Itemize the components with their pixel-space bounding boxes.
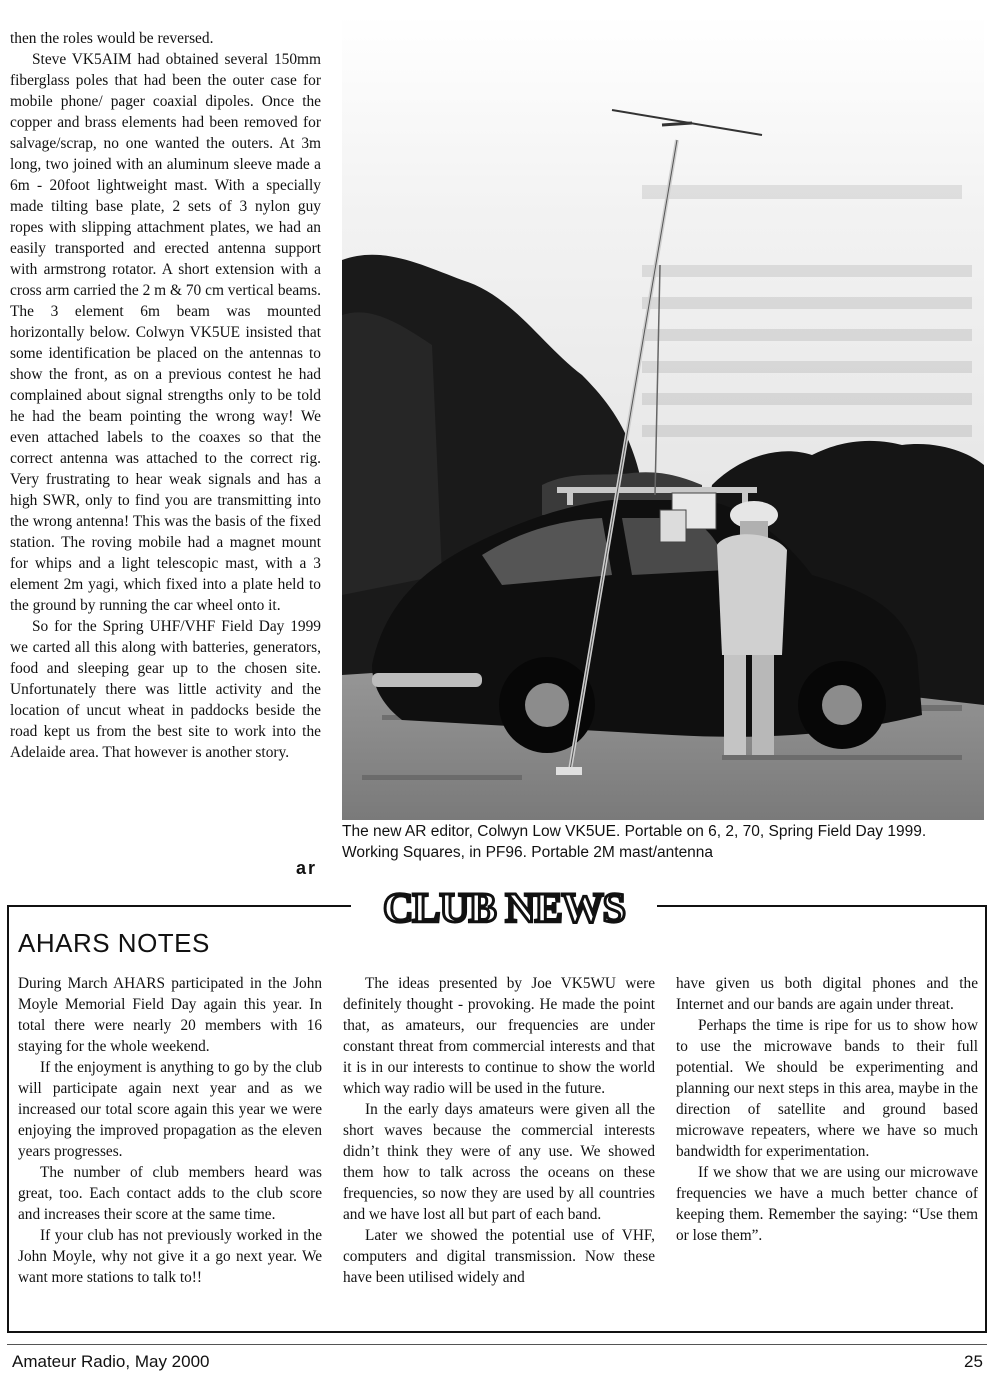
club-paragraph: The ideas presented by Joe VK5WU were definitely thought - provoking. He made the point that, as amateurs, our frequencies are under constant threat from commercial interests and that it is in our interests to continue to show the world which way radio will be used in the future. xyxy=(343,975,655,1097)
footer-divider xyxy=(7,1344,987,1345)
club-paragraph: Perhaps the time is ripe for us to show how to use the microwave bands to their full potential. We should be experimenting and planning our next steps in this area, maybe in the direction of satellite and ground based microwave repeaters, where we have so much bandwidth for experimentation. xyxy=(676,1017,978,1160)
club-paragraph: Later we showed the potential use of VHF, computers and digital transmission. Now these have been utilised widely and xyxy=(343,1227,655,1286)
club-paragraph: If the enjoyment is anything to go by the club will participate again next year and as we increased our total score again this year we were enjoying the improved propagation as the eleven years progresses. xyxy=(18,1059,322,1160)
article-paragraph: Steve VK5AIM had obtained several 150mm fiberglass poles that had been the outer case for mobile phone/ pager coaxial dipoles. Once the copper and brass elements had been removed for salvage/scrap, no one wanted the outers. At 3m long, two joined with an aluminum sleeve made a 6m - 20foot lightweight mast. With a specially made tilting base plate, 2 sets of 3 nylon guy ropes with slipping attachment plates, we had an easily transported and erected antenna support with armstrong rotator. A short extension with a cross arm carried the 2 m & 70 cm vertical beams. The 3 element 6m beam was mounted horizontally below. Colwyn VK5UE insisted that some identification be placed on the antennas to show the front, as on a previous contest he had complained about signal strengths only to be told he had the beam pointing the wrong way! We even attached labels to the coaxes so that the correct antenna was attached to the correct rig. Very frustrating to hear weak signals and has a high SWR, only to find you are transmitting into the wrong antenna! This was the basis of the fixed station. The roving mobile had a magnet mount for whips and a light telescopic mast, with a 3 element 2m yagi, which fixed into a plate held to the ground by running the car wheel onto it. xyxy=(10,51,321,614)
club-paragraph: have given us both digital phones and the Internet and our bands are again under threat. xyxy=(676,975,978,1013)
field-day-photo xyxy=(342,15,984,820)
article-paragraph: then the roles would be reversed. xyxy=(10,30,214,47)
club-news-column-3 xyxy=(676,973,978,1246)
section-title: AHARS NOTES xyxy=(18,928,210,958)
club-news-banner xyxy=(351,883,657,933)
club-paragraph: The number of club members heard was great, too. Each contact adds to the club score and increases their score at the same time. xyxy=(18,1164,322,1223)
article-column xyxy=(10,28,321,763)
photo-caption: The new AR editor, Colwyn Low VK5UE. Portable on 6, 2, 70, Spring Field Day 1999. Working Squares, in PF96. Portable 2M mast/antenna xyxy=(342,823,927,861)
article-end-mark: ar xyxy=(296,858,318,878)
club-paragraph: If we show that we are using our microwave frequencies we have a much better chance of keeping them. Remember the saying: “Use them or lose them”. xyxy=(676,1164,978,1244)
club-paragraph: If your club has not previously worked in the John Moyle, why not give it a go next year. We want more stations to talk to!! xyxy=(18,1227,322,1286)
club-paragraph: In the early days amateurs were given all the short waves because the commercial interests didn’t think they were of any use. We showed them how to talk across the oceans on these frequencies, so now they are used by all countries and we have lost all but part of each band. xyxy=(343,1101,655,1223)
club-news-banner-text: CLUB NEWS xyxy=(383,886,625,932)
publication-footer: Amateur Radio, May 2000 xyxy=(12,1352,210,1371)
page-number: 25 xyxy=(964,1352,983,1371)
club-news-column-1 xyxy=(18,973,322,1288)
article-paragraph: So for the Spring UHF/VHF Field Day 1999 we carted all this along with batteries, generators, food and sleeping gear up to the chosen site. Unfortunately there was little activity and the location of uncut wheat in paddocks beside the road kept us from the best site to work into the Adelaide area. That however is another story. xyxy=(10,618,321,761)
club-paragraph: During March AHARS participated in the John Moyle Memorial Field Day again this year. In total there were nearly 20 members with 16 staying for the whole weekend. xyxy=(18,975,322,1055)
club-news-column-2 xyxy=(343,973,655,1288)
